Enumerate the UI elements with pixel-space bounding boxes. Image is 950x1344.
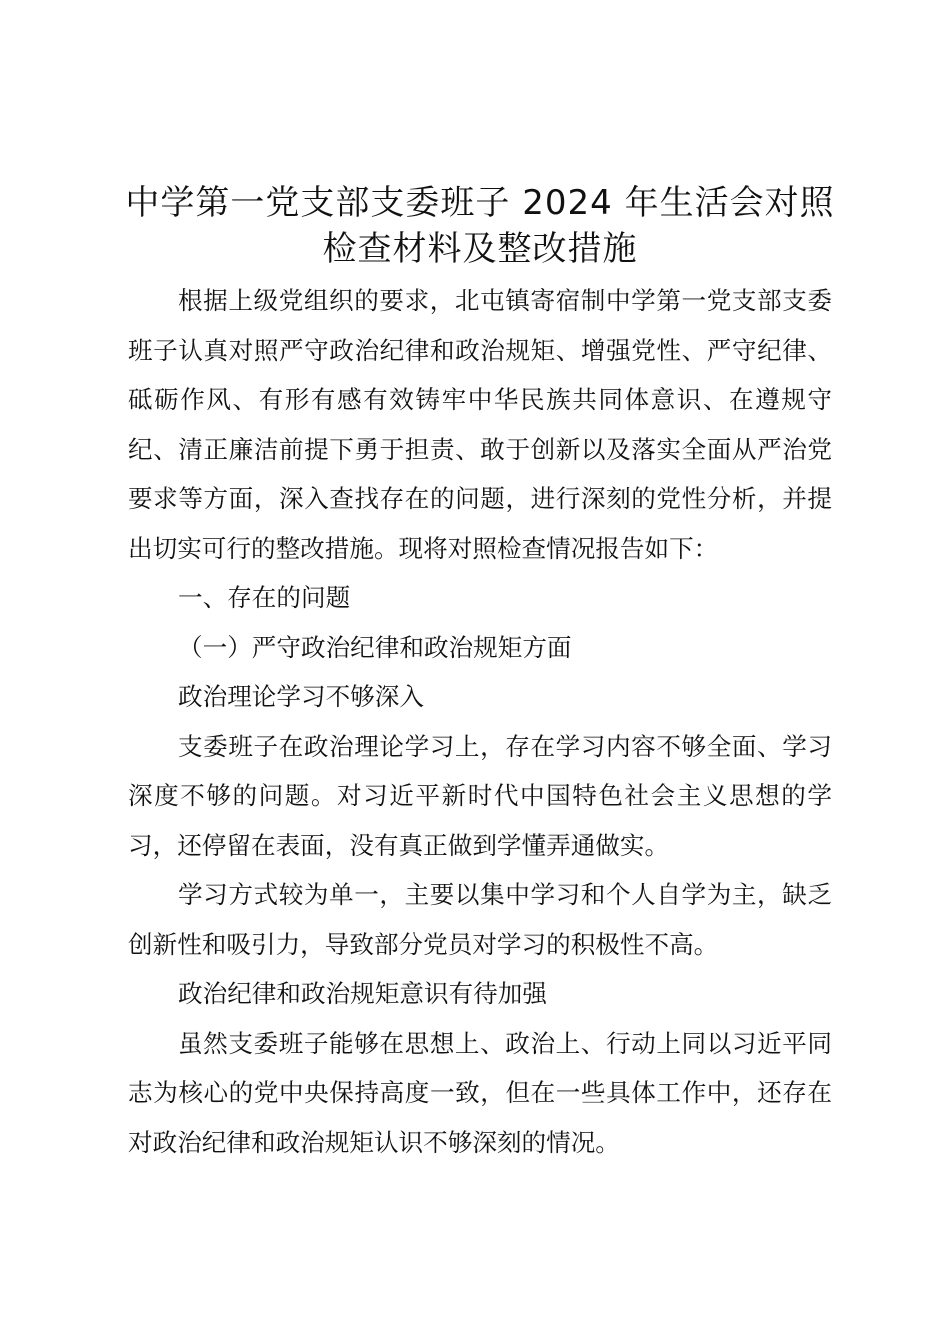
section-heading-1: 一、存在的问题 [178,583,351,612]
item1-paragraph-2: 学习方式较为单一，主要以集中学习和个人自学为主，缺乏创新性和吸引力，导致部分党员对学习的积极性不高。 [128,880,832,959]
intro-paragraph: 根据上级党组织的要求，北屯镇寄宿制中学第一党支部支委班子认真对照严守政治纪律和政治规矩、增强党性、严守纪律、砥砺作风、有形有感有效铸牢中华民族共同体意识、在遵规守纪、清正廉洁前提下勇于担责、敢于创新以及落实全面从严治党要求等方面，深入查找存在的问题，进行深刻的党性分析，并提出切实可行的整改措施。现将对照检查情况报告如下： [128,286,832,563]
title-line-1: 中学第一党支部支委班子 2024 年生活会对照 [125,183,835,223]
item-heading-2: 政治纪律和政治规矩意识有待加强 [178,979,547,1008]
document-page [125,180,835,1167]
subsection-heading-1: （一）严守政治纪律和政治规矩方面 [178,632,572,662]
item-heading-1: 政治理论学习不够深入 [178,682,424,711]
title-line-2: 检查材料及整改措施 [322,229,638,269]
item1-paragraph-1: 支委班子在政治理论学习上，存在学习内容不够全面、学习深度不够的问题。对习近平新时代中国特色社会主义思想的学习，还停留在表面，没有真正做到学懂弄通做实。 [128,731,832,860]
document-title [118,180,842,272]
document-body [128,276,832,1167]
item2-paragraph-1: 虽然支委班子能够在思想上、政治上、行动上同以习近平同志为核心的党中央保持高度一致，但在一些具体工作中，还存在对政治纪律和政治规矩认识不够深刻的情况。 [128,1028,832,1157]
